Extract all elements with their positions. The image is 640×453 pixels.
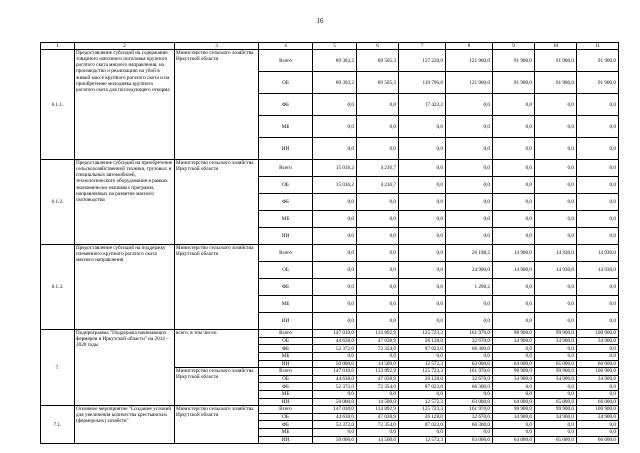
value-cell: 12 572,3 [399,398,446,406]
value-cell: 0,0 [399,279,446,296]
value-cell: 14 500,0 [357,398,399,406]
header-row [41,43,619,50]
value-cell: 133 892,9 [357,406,399,414]
funding-source: ИИ [259,398,313,406]
funding-source: ФБ [259,383,313,391]
funding-source: ОБ [259,337,313,345]
value-cell: 0,0 [535,383,577,391]
page-number: 16 [316,17,324,25]
header-cell: 2 [75,43,175,50]
funding-source: ОБ [259,72,313,94]
value-cell: 0,0 [577,279,619,296]
row-description: Подпрограмма "Поддержка начинающих фермеров в Иркутской области" на 2014 – 2020 годы [75,330,175,406]
value-cell: 0,0 [357,390,399,398]
value-cell: 0,0 [493,160,535,177]
header-cell: 4 [259,43,313,50]
value-cell: 0,0 [493,211,535,228]
value-cell: 147 010,0 [313,330,357,338]
funding-source: МБ [259,211,313,228]
value-cell: 137 220,0 [399,50,446,72]
value-cell: 87 023,0 [399,345,446,353]
value-cell: 89 303,2 [313,50,357,72]
value-cell: 0,0 [535,352,577,360]
value-cell: 0,0 [577,177,619,194]
value-cell: 0,0 [535,313,577,330]
value-cell: 12 572,3 [399,360,446,368]
value-cell: 34 900,0 [577,413,619,421]
value-cell: 34 900,0 [535,375,577,383]
value-cell: 65 000,0 [535,398,577,406]
value-cell: 89 505,3 [357,72,399,94]
table-body [41,43,619,444]
value-cell: 100 900,0 [577,330,619,338]
value-cell: 0,0 [535,428,577,436]
value-cell: 91 900,0 [535,72,577,94]
value-cell: 0,0 [399,262,446,279]
value-cell: 0,0 [313,262,357,279]
table-row [41,50,619,72]
funding-source: ИИ [259,138,313,160]
value-cell: 14 930,0 [577,245,619,262]
value-cell: 32 670,0 [446,337,493,345]
row-executor: Министерство сельского хозяйства Иркутской области [175,50,259,160]
value-cell: 66 300,0 [446,383,493,391]
value-cell: 0,0 [446,194,493,211]
value-cell: 0,0 [577,383,619,391]
value-cell: 0,0 [446,94,493,116]
value-cell: 0,0 [493,116,535,138]
value-cell: 0,0 [357,245,399,262]
value-cell: 66 000,0 [577,436,619,444]
funding-source: ФБ [259,345,313,353]
value-cell: 0,0 [399,138,446,160]
header-cell: 9 [493,43,535,50]
value-cell: 44 638,0 [313,337,357,345]
value-cell: 0,0 [577,421,619,429]
header-cell: 5 [313,43,357,50]
value-cell: 0,0 [535,160,577,177]
value-cell: 0,0 [357,138,399,160]
value-cell: 0,0 [313,245,357,262]
value-cell: 52 372,0 [313,421,357,429]
header-cell: 1 [41,43,75,50]
value-cell: 0,0 [493,138,535,160]
value-cell: 161 970,0 [446,330,493,338]
value-cell: 63 000,0 [446,398,493,406]
row-executor: Министерство сельского хозяйства Иркутской области [175,160,259,245]
funding-source: ОБ [259,262,313,279]
value-cell: 0,0 [535,116,577,138]
value-cell: 0,0 [399,428,446,436]
value-cell: 0,0 [577,313,619,330]
value-cell: 0,0 [535,296,577,313]
value-cell: 0,0 [577,194,619,211]
value-cell: 14 500,0 [357,436,399,444]
value-cell: 98 900,0 [493,330,535,338]
value-cell: 50 000,0 [313,398,357,406]
value-cell: 0,0 [577,352,619,360]
value-cell: 0,0 [493,177,535,194]
value-cell: 0,0 [493,352,535,360]
value-cell: 26 128,0 [399,337,446,345]
value-cell: 0,0 [446,352,493,360]
value-cell: 0,0 [493,296,535,313]
value-cell: 100 900,0 [577,368,619,376]
value-cell: 0,0 [577,94,619,116]
value-cell: 24 900,0 [446,262,493,279]
value-cell: 34 900,0 [577,337,619,345]
value-cell: 66 000,0 [577,360,619,368]
row-code: 7.1. [41,406,75,444]
value-cell: 14 930,0 [535,262,577,279]
value-cell: 99 900,0 [535,406,577,414]
value-cell: 0,0 [313,313,357,330]
table-row [41,330,619,338]
value-cell: 0,0 [493,94,535,116]
value-cell: 0,0 [535,421,577,429]
funding-source: Всего [259,50,313,72]
row-code: 6.1.3. [41,245,75,330]
value-cell: 0,0 [446,211,493,228]
value-cell: 100 900,0 [577,406,619,414]
value-cell: 26 128,0 [399,375,446,383]
value-cell: 0,0 [399,194,446,211]
funding-source: ФБ [259,194,313,211]
value-cell: 0,0 [577,428,619,436]
value-cell: 161 970,0 [446,406,493,414]
funding-source: Всего [259,406,313,414]
value-cell: 0,0 [313,211,357,228]
funding-source: МБ [259,428,313,436]
value-cell: 64 000,0 [493,360,535,368]
value-cell: 91 900,0 [577,72,619,94]
header-cell: 7 [399,43,446,50]
table-row [41,406,619,414]
value-cell: 72 354,0 [357,383,399,391]
value-cell: 0,0 [357,262,399,279]
value-cell: 0,0 [446,313,493,330]
value-cell: 52 372,0 [313,383,357,391]
row-executor: Министерство сельского хозяйства Иркутской области [175,245,259,330]
value-cell: 0,0 [357,194,399,211]
value-cell: 91 900,0 [577,50,619,72]
value-cell: 0,0 [357,228,399,245]
value-cell: 0,0 [446,160,493,177]
value-cell: 66 300,0 [446,421,493,429]
value-cell: 0,0 [446,177,493,194]
value-cell: 0,0 [577,296,619,313]
value-cell: 0,0 [493,194,535,211]
funding-source: Всего [259,330,313,338]
value-cell: 47 038,9 [357,375,399,383]
value-cell: 34 900,0 [493,413,535,421]
header-cell: 10 [535,43,577,50]
value-cell: 0,0 [357,352,399,360]
value-cell: 91 900,0 [493,72,535,94]
funding-source: Всего [259,368,313,376]
value-cell: 0,0 [399,228,446,245]
row-code: 6.1.2. [41,160,75,245]
value-cell: 34 900,0 [493,337,535,345]
value-cell: 0,0 [357,116,399,138]
value-cell: 0,0 [357,313,399,330]
row-code: 7. [41,330,75,406]
value-cell: 0,0 [446,390,493,398]
value-cell: 0,0 [535,211,577,228]
row-executor: Министерство сельского хозяйства Иркутской области [175,368,259,406]
value-cell: 0,0 [577,390,619,398]
funding-source: ФБ [259,421,313,429]
value-cell: 133 892,9 [357,330,399,338]
value-cell: 26 128,0 [399,413,446,421]
value-cell: 72 354,0 [357,345,399,353]
value-cell: 0,0 [535,279,577,296]
row-executor: Министерство сельского хозяйства Иркутской области [175,406,259,444]
value-cell: 0,0 [577,211,619,228]
value-cell: 0,0 [399,296,446,313]
value-cell: 0,0 [399,352,446,360]
value-cell: 14 900,0 [493,262,535,279]
value-cell: 87 023,0 [399,421,446,429]
value-cell: 0,0 [313,279,357,296]
value-cell: 119 796,8 [399,72,446,94]
value-cell: 0,0 [577,228,619,245]
value-cell: 65 000,0 [535,360,577,368]
value-cell: 65 000,0 [535,436,577,444]
value-cell: 34 900,0 [577,375,619,383]
value-cell: 0,0 [313,352,357,360]
funding-source: ИИ [259,360,313,368]
value-cell: 15 016,2 [313,160,357,177]
funding-source: ФБ [259,279,313,296]
value-cell: 0,0 [535,138,577,160]
value-cell: 0,0 [399,160,446,177]
value-cell: 121 900,0 [446,72,493,94]
value-cell: 0,0 [493,279,535,296]
value-cell: 0,0 [313,194,357,211]
value-cell: 12 572,3 [399,436,446,444]
value-cell: 47 038,9 [357,337,399,345]
row-description: Предоставление субсидий на содержание товарного маточного поголовья крупного рогатого скота мясного направления, на производство и реализацию на убой в живой массе крупного рогатого скота и на приобретение молодняка крупного рогатого скота для последующего откорма [75,50,175,160]
value-cell: 133 892,9 [357,368,399,376]
value-cell: 147 010,0 [313,368,357,376]
value-cell: 63 000,0 [446,360,493,368]
value-cell: 0,0 [493,390,535,398]
value-cell: 0,0 [446,116,493,138]
value-cell: 91 900,0 [535,50,577,72]
value-cell: 87 023,0 [399,383,446,391]
value-cell: 0,0 [493,383,535,391]
value-cell: 121 900,0 [446,50,493,72]
value-cell: 161 970,0 [446,368,493,376]
header-cell: 3 [175,43,259,50]
value-cell: 0,0 [535,345,577,353]
value-cell: 0,0 [446,296,493,313]
funding-source: МБ [259,390,313,398]
funding-source: ОБ [259,177,313,194]
value-cell: 91 900,0 [493,50,535,72]
funding-source: МБ [259,296,313,313]
row-description: Основное мероприятие "Создание условий для увеличения количества крестьянских (фермерских) хозяйств" [75,406,175,444]
value-cell: 89 505,3 [357,50,399,72]
value-cell: 0,0 [357,428,399,436]
value-cell: 15 016,2 [313,177,357,194]
value-cell: 44 638,0 [313,413,357,421]
value-cell: 125 723,3 [399,368,446,376]
row-executor: всего, в том числе: [175,330,259,368]
value-cell: 0,0 [446,428,493,436]
row-description: Предоставление субсидий на поддержку племенного крупного рогатого скота мясного направления [75,245,175,330]
value-cell: 0,0 [357,94,399,116]
value-cell: 0,0 [535,194,577,211]
value-cell: 14 930,0 [535,245,577,262]
value-cell: 89 303,2 [313,72,357,94]
value-cell: 63 000,0 [446,436,493,444]
value-cell: 125 723,3 [399,330,446,338]
value-cell: 99 900,0 [535,368,577,376]
value-cell: 0,0 [399,390,446,398]
value-cell: 0,0 [493,345,535,353]
value-cell: 0,0 [399,313,446,330]
value-cell: 0,0 [313,296,357,313]
value-cell: 0,0 [313,428,357,436]
value-cell: 0,0 [535,390,577,398]
value-cell: 125 723,3 [399,406,446,414]
value-cell: 66 300,0 [446,345,493,353]
value-cell: 50 000,0 [313,360,357,368]
header-cell: 8 [446,43,493,50]
value-cell: 72 354,0 [357,421,399,429]
value-cell: 0,0 [577,116,619,138]
value-cell: 0,0 [313,138,357,160]
value-cell: 0,0 [446,228,493,245]
funding-source: ИИ [259,436,313,444]
value-cell: 50 000,0 [313,436,357,444]
value-cell: 17 423,2 [399,94,446,116]
value-cell: 32 670,0 [446,375,493,383]
funding-source: Всего [259,160,313,177]
value-cell: 47 038,9 [357,413,399,421]
value-cell: 34 900,0 [535,337,577,345]
value-cell: 0,0 [577,138,619,160]
value-cell: 4 216,7 [357,177,399,194]
table-row [41,160,619,177]
value-cell: 14 930,0 [577,262,619,279]
funding-source: Всего [259,245,313,262]
value-cell: 0,0 [493,228,535,245]
value-cell: 0,0 [446,138,493,160]
funding-source: ИИ [259,313,313,330]
value-cell: 0,0 [399,211,446,228]
value-cell: 1 298,2 [446,279,493,296]
value-cell: 0,0 [399,245,446,262]
row-code: 6.1.1. [41,50,75,160]
value-cell: 0,0 [357,279,399,296]
funding-source: ОБ [259,375,313,383]
value-cell: 0,0 [535,228,577,245]
value-cell: 0,0 [313,390,357,398]
value-cell: 0,0 [313,116,357,138]
value-cell: 99 900,0 [535,330,577,338]
value-cell: 0,0 [535,94,577,116]
funding-source: ИИ [259,228,313,245]
value-cell: 44 638,0 [313,375,357,383]
program-funding-table [40,42,619,444]
value-cell: 0,0 [577,345,619,353]
value-cell: 52 372,0 [313,345,357,353]
value-cell: 98 900,0 [493,368,535,376]
value-cell: 66 000,0 [577,398,619,406]
value-cell: 0,0 [357,296,399,313]
value-cell: 0,0 [313,94,357,116]
funding-source: МБ [259,116,313,138]
value-cell: 14 900,0 [493,245,535,262]
header-cell: 6 [357,43,399,50]
row-description: Предоставление субсидий на приобретение сельскохозяйственной техники, грузовых и специальных автомобилей, технологического оборудования в рамках экономически значимых программ, направленных на развитие мясного скотоводства [75,160,175,245]
value-cell: 0,0 [493,428,535,436]
value-cell: 147 010,0 [313,406,357,414]
value-cell: 64 000,0 [493,398,535,406]
funding-source: ФБ [259,94,313,116]
value-cell: 34 900,0 [535,413,577,421]
value-cell: 32 670,0 [446,413,493,421]
value-cell: 14 500,0 [357,360,399,368]
value-cell: 0,0 [493,313,535,330]
value-cell: 0,0 [493,421,535,429]
funding-source: ОБ [259,413,313,421]
value-cell: 4 216,7 [357,160,399,177]
value-cell: 0,0 [313,228,357,245]
table-row [41,245,619,262]
value-cell: 0,0 [357,211,399,228]
funding-source: МБ [259,352,313,360]
value-cell: 64 000,0 [493,436,535,444]
header-cell: 11 [577,43,619,50]
value-cell: 98 900,0 [493,406,535,414]
value-cell: 26 198,2 [446,245,493,262]
value-cell: 0,0 [577,160,619,177]
value-cell: 0,0 [399,116,446,138]
value-cell: 0,0 [399,177,446,194]
value-cell: 34 900,0 [493,375,535,383]
value-cell: 0,0 [535,177,577,194]
